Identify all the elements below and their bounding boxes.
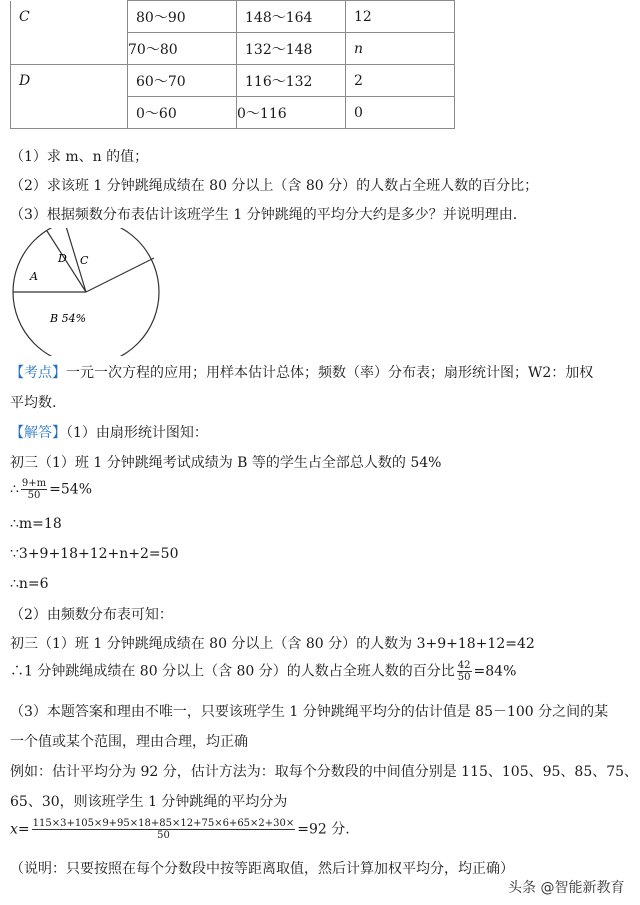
mean-result: =92 分. [297, 821, 350, 838]
table-row [11, 97, 455, 129]
fraction-denominator: 50 [157, 830, 170, 841]
percentage-result: =84% [473, 663, 517, 680]
mean-variable: x= [10, 821, 30, 838]
solution-line-2: 初三（1）班 1 分钟跳绳考试成绩为 B 等的学生占全部总人数的 54% [10, 455, 442, 471]
fraction-weighted-mean [32, 818, 296, 841]
solution-line-9 [10, 660, 516, 683]
solution-part-1-intro: （1）由扇形统计图知： [66, 425, 208, 441]
kaodian-text: 一元一次方程的应用；用样本估计总体；频数（率）分布表；扇形统计图；W2：加权 [66, 365, 594, 381]
solution-line-6: ∴n=6 [10, 576, 49, 592]
frequency-cell: 12 [346, 1, 455, 33]
equation-result: =54% [49, 481, 93, 498]
frequency-cell: 0 [346, 97, 455, 129]
pie-label-b: B 54% [50, 312, 87, 325]
count-range-cell: 148～164 [237, 1, 346, 33]
fraction-denominator: 50 [457, 672, 471, 683]
fraction-numerator: 42 [457, 660, 471, 671]
kaodian-line-2: 平均数. [10, 395, 57, 411]
pie-label-d: D [58, 252, 67, 265]
solution-line-8: 初三（1）班 1 分钟跳绳成绩在 80 分以上（含 80 分）的人数为 3+9+18+12=42 [10, 636, 535, 652]
score-range-cell: 0～60 [128, 97, 237, 129]
pie-divider-c-b [86, 258, 154, 292]
table-row [11, 1, 455, 33]
score-range-cell: 70～80 [128, 33, 237, 65]
question-2: （2）求该班 1 分钟跳绳成绩在 80 分以上（含 80 分）的人数占全班人数的百分比； [10, 178, 539, 194]
solution-line-3 [10, 478, 92, 501]
score-range-cell: 80～90 [128, 1, 237, 33]
grade-cell: D [11, 65, 128, 97]
kaodian-line-1 [10, 362, 593, 382]
solution-line-7: （2）由频数分布表可知： [10, 607, 173, 623]
grade-cell [11, 97, 128, 129]
fraction-9m-50 [21, 478, 47, 501]
grade-cell: C [11, 1, 128, 33]
jieda-tag: 【解答】 [10, 425, 66, 441]
count-range-cell: 132～148 [237, 33, 346, 65]
therefore-symbol: ∴ [10, 481, 19, 498]
solution-line-13: 65、30，则该班学生 1 分钟跳绳的平均分为 [10, 794, 288, 810]
table-row [11, 65, 455, 97]
frequency-table [10, 0, 455, 129]
fraction-numerator: 9+m [21, 478, 47, 489]
solution-note: （说明：只要按照在每个分数段中按等距离取值，然后计算加权平均分，均正确） [10, 861, 514, 877]
fraction-denominator: 50 [27, 490, 41, 501]
solution-line-10: （3）本题答案和理由不唯一，只要该班学生 1 分钟跳绳平均分的估计值是 85－100 分之间的某 [10, 704, 609, 720]
grade-cell [11, 33, 128, 65]
kaodian-tag: 【考点】 [10, 365, 66, 381]
solution-line-12: 例如：估计平均分为 92 分，估计方法为：取每个分数段的中间值分别是 115、105、95、85、75、 [10, 764, 639, 780]
count-range-cell: 116～132 [237, 65, 346, 97]
solution-line-1 [10, 422, 208, 442]
question-3: （3）根据频数分布表估计该班学生 1 分钟跳绳的平均分大约是多少？并说明理由. [10, 207, 518, 223]
percentage-text: ∴1 分钟跳绳成绩在 80 分以上（含 80 分）的人数占全班人数的百分比 [10, 663, 455, 680]
fraction-42-50 [457, 660, 472, 683]
watermark-text: 头条 @智能新教育 [508, 880, 625, 896]
question-1: （1）求 m、n 的值； [10, 149, 149, 165]
table-row [11, 33, 455, 65]
frequency-cell: 2 [346, 65, 455, 97]
solution-line-4: ∴m=18 [10, 516, 62, 532]
fraction-numerator: 115×3+105×9+95×18+85×12+75×6+65×2+30× [32, 818, 295, 829]
solution-line-11: 一个值或某个范围，理由合理，均正确 [10, 734, 248, 750]
frequency-cell: n [346, 33, 455, 65]
pie-chart [6, 228, 166, 356]
solution-line-14 [10, 818, 350, 841]
score-range-cell: 60～70 [128, 65, 237, 97]
pie-label-a: A [30, 270, 38, 283]
count-range-cell: 0～116 [237, 97, 346, 129]
pie-label-c: C [80, 254, 89, 267]
solution-line-5: ∵3+9+18+12+n+2=50 [10, 546, 179, 562]
